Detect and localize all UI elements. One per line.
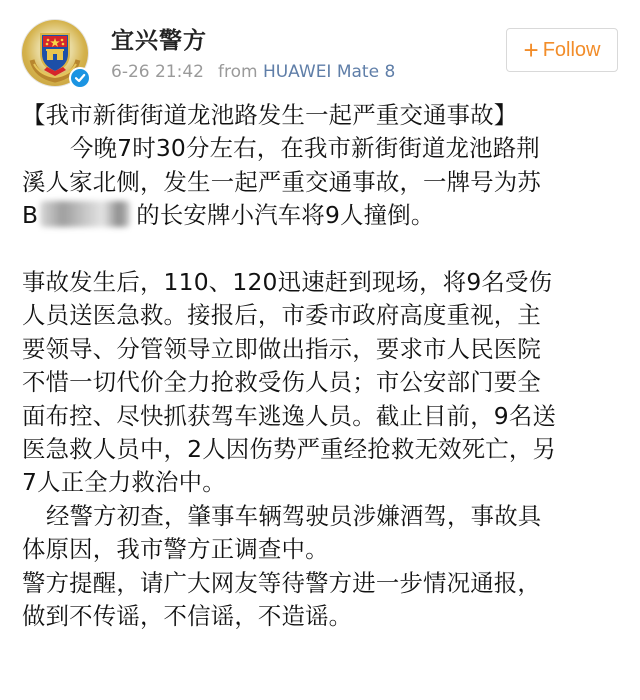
from-label: from — [217, 62, 258, 82]
plate-prefix: B — [22, 201, 39, 230]
post-header — [0, 0, 640, 100]
post-text-line: 溪人家北侧，发生一起严重交通事故，一牌号为苏 — [22, 167, 541, 196]
follow-label: Follow — [542, 38, 601, 61]
post-title: 【我市新街街道龙池路发生一起严重交通事故】 — [22, 101, 518, 129]
post-text-line: 面布控、尽快抓获驾车逃逸人员。截止目前，9名送 — [22, 401, 557, 430]
post-text-line: 做到不传谣，不信谣，不造谣。 — [22, 602, 353, 631]
blank-line — [22, 233, 632, 266]
post-text-line: 7人正全力救治中。 — [22, 468, 226, 497]
post-body — [22, 99, 632, 633]
blurred-plate-number — [40, 201, 130, 227]
device-label: HUAWEI Mate 8 — [262, 62, 396, 82]
post-text-line: 不惜一切代价全力抢救受伤人员；市公安部门要全 — [22, 368, 541, 397]
post-text-line: 体原因，我市警方正调查中。 — [22, 535, 329, 564]
follow-button[interactable] — [506, 28, 618, 72]
verified-check-icon — [69, 67, 91, 89]
post-text-line: 事故发生后，110、120迅速赶到现场，将9名受伤 — [22, 268, 553, 297]
post-text-line: 要领导、分管领导立即做出指示，要求市人民医院 — [22, 334, 541, 363]
plus-icon: + — [523, 35, 539, 65]
post-text-line: 医急救人员中，2人因伤势严重经抢救无效死亡，另 — [22, 435, 557, 464]
post-text-fragment: 的长安牌小汽车将9人撞倒。 — [136, 201, 435, 230]
avatar[interactable] — [22, 20, 94, 92]
post-text-line: 经警方初查，肇事车辆驾驶员涉嫌酒驾，事故具 — [46, 501, 542, 530]
post-text-line-plate — [22, 199, 632, 232]
post-meta — [111, 62, 395, 82]
post-text-line: 人员送医急救。接报后，市委市政府高度重视，主 — [22, 301, 541, 330]
post-text-line: 今晚7时30分左右，在我市新街街道龙池路荆 — [70, 134, 540, 163]
post-text-line: 警方提醒，请广大网友等待警方进一步情况通报， — [22, 568, 541, 597]
username[interactable]: 宜兴警方 — [111, 28, 207, 54]
timestamp: 6-26 21:42 — [111, 62, 204, 82]
